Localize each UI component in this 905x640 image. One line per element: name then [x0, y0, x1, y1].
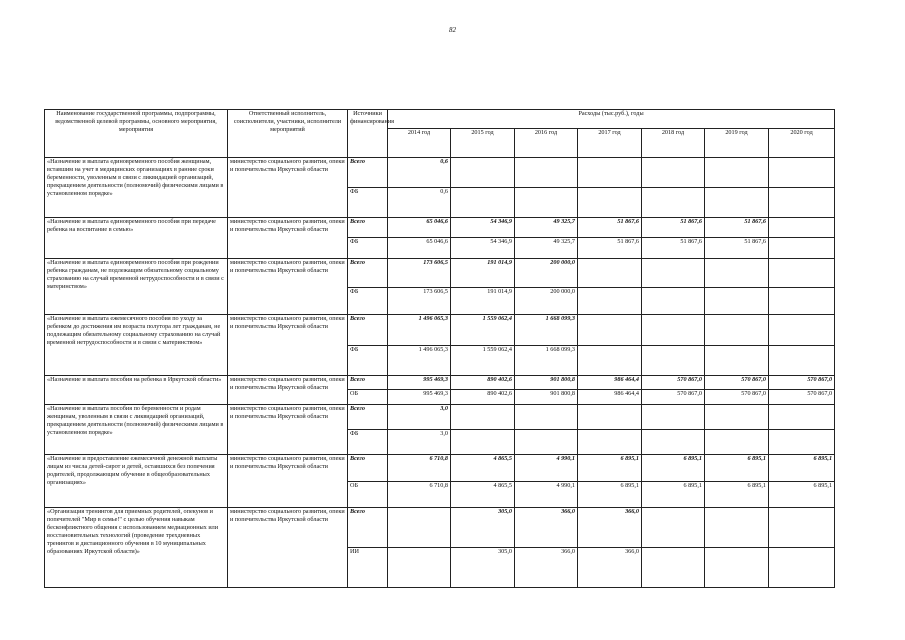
- amount-cell: 901 800,8: [515, 376, 578, 390]
- activity-name: «Назначение и выплата пособия на ребенка в Иркутской области»: [45, 376, 228, 405]
- funding-source: ФБ: [348, 188, 388, 218]
- amount-cell: 570 867,0: [705, 376, 769, 390]
- header-year: 2014 год: [388, 129, 451, 158]
- budget-table: [44, 109, 835, 588]
- funding-source: ОБ: [348, 390, 388, 405]
- amount-cell: [515, 430, 578, 455]
- amount-cell: 366,0: [515, 548, 578, 588]
- funding-source: Всего: [348, 376, 388, 390]
- amount-cell: [578, 405, 642, 430]
- table-row: [45, 218, 835, 238]
- table-row: [45, 259, 835, 288]
- funding-source: Всего: [348, 218, 388, 238]
- amount-cell: [578, 158, 642, 188]
- amount-cell: 890 402,6: [451, 390, 515, 405]
- amount-cell: 4 990,1: [515, 455, 578, 482]
- amount-cell: 6 895,1: [769, 455, 835, 482]
- amount-cell: 1 559 062,4: [451, 315, 515, 346]
- amount-cell: [769, 346, 835, 376]
- amount-cell: [769, 315, 835, 346]
- amount-cell: 6 895,1: [578, 455, 642, 482]
- amount-cell: [769, 548, 835, 588]
- activity-name: «Назначение и предоставление ежемесячной денежной выплаты лицам из числа детей-сирот и детей, оставшихся без попечения родителей, продолжающим обучение в общеобразовательных организациях»: [45, 455, 228, 508]
- amount-cell: [515, 158, 578, 188]
- amount-cell: [642, 430, 705, 455]
- amount-cell: 0,6: [388, 188, 451, 218]
- amount-cell: 54 346,9: [451, 218, 515, 238]
- table-row: [45, 315, 835, 346]
- amount-cell: 1 668 099,3: [515, 315, 578, 346]
- header-source: Источники финансирования: [348, 110, 388, 158]
- amount-cell: [769, 405, 835, 430]
- activity-name: «Организация тренингов для приемных родителей, опекунов и попечителей "Мир в семье!" с целью обучения навыкам бесконфликтного общения с использованием медиационных или восстановительных технологий (проведение трехдневных тренингов и дистанционного обучения в 10 муниципальных образованиях Иркутской области)»: [45, 508, 228, 588]
- amount-cell: [642, 188, 705, 218]
- amount-cell: 570 867,0: [769, 390, 835, 405]
- amount-cell: 6 710,8: [388, 482, 451, 508]
- amount-cell: [642, 315, 705, 346]
- amount-cell: 995 469,3: [388, 390, 451, 405]
- amount-cell: 6 895,1: [705, 455, 769, 482]
- funding-source: Всего: [348, 455, 388, 482]
- amount-cell: 570 867,0: [705, 390, 769, 405]
- amount-cell: [769, 188, 835, 218]
- amount-cell: 4 865,5: [451, 482, 515, 508]
- amount-cell: 0,6: [388, 158, 451, 188]
- page-number: 82: [449, 26, 456, 34]
- amount-cell: [515, 405, 578, 430]
- amount-cell: [578, 259, 642, 288]
- amount-cell: [705, 548, 769, 588]
- table-row: [45, 158, 835, 188]
- amount-cell: 51 867,6: [705, 238, 769, 259]
- amount-cell: [769, 158, 835, 188]
- header-year: 2015 год: [451, 129, 515, 158]
- amount-cell: 173 606,5: [388, 259, 451, 288]
- amount-cell: [705, 158, 769, 188]
- funding-source: ФБ: [348, 430, 388, 455]
- amount-cell: 200 000,0: [515, 259, 578, 288]
- table-row: [45, 508, 835, 548]
- amount-cell: [642, 346, 705, 376]
- amount-cell: 191 014,9: [451, 259, 515, 288]
- amount-cell: 4 990,1: [515, 482, 578, 508]
- amount-cell: 6 895,1: [642, 455, 705, 482]
- amount-cell: 366,0: [578, 508, 642, 548]
- amount-cell: 4 865,5: [451, 455, 515, 482]
- amount-cell: 3,0: [388, 430, 451, 455]
- amount-cell: 65 046,6: [388, 218, 451, 238]
- header-year: 2018 год: [642, 129, 705, 158]
- amount-cell: 6 710,8: [388, 455, 451, 482]
- amount-cell: [705, 508, 769, 548]
- amount-cell: [769, 288, 835, 315]
- amount-cell: [642, 288, 705, 315]
- amount-cell: 1 496 065,3: [388, 346, 451, 376]
- table-header: [45, 110, 835, 158]
- header-expenses: Расходы (тыс.руб.), годы: [388, 110, 835, 129]
- executor-cell: министерство социального развития, опеки и попечительства Иркутской области: [228, 508, 348, 588]
- amount-cell: 901 800,8: [515, 390, 578, 405]
- activity-name: «Назначение и выплата единовременного пособия при передаче ребенка на воспитание в семью»: [45, 218, 228, 259]
- amount-cell: 6 895,1: [578, 482, 642, 508]
- header-year: 2016 год: [515, 129, 578, 158]
- executor-cell: министерство социального развития, опеки и попечительства Иркутской области: [228, 315, 348, 376]
- header-year: 2019 год: [705, 129, 769, 158]
- header-year: 2020 год: [769, 129, 835, 158]
- amount-cell: [578, 430, 642, 455]
- amount-cell: [705, 315, 769, 346]
- funding-source: Всего: [348, 259, 388, 288]
- amount-cell: 570 867,0: [642, 390, 705, 405]
- amount-cell: [578, 315, 642, 346]
- activity-name: «Назначение и выплата единовременного пособия при рождении ребенка гражданам, не подлежащим обязательному социальному страхованию на случай временной нетрудоспособности и в связи с материнством»: [45, 259, 228, 315]
- amount-cell: [705, 188, 769, 218]
- amount-cell: [642, 508, 705, 548]
- funding-source: Всего: [348, 508, 388, 548]
- executor-cell: министерство социального развития, опеки и попечительства Иркутской области: [228, 218, 348, 259]
- amount-cell: 986 464,4: [578, 390, 642, 405]
- executor-cell: министерство социального развития, опеки и попечительства Иркутской области: [228, 259, 348, 315]
- funding-source: Всего: [348, 158, 388, 188]
- amount-cell: 1 559 062,4: [451, 346, 515, 376]
- funding-source: ФБ: [348, 346, 388, 376]
- amount-cell: [578, 346, 642, 376]
- table-body: [45, 158, 835, 588]
- amount-cell: [388, 508, 451, 548]
- header-name: Наименование государственной программы, подпрограммы, ведомственной целевой программы, основного мероприятия, мероприятия: [45, 110, 228, 158]
- amount-cell: 305,0: [451, 508, 515, 548]
- amount-cell: 51 867,6: [642, 238, 705, 259]
- amount-cell: [769, 238, 835, 259]
- funding-source: ФБ: [348, 288, 388, 315]
- amount-cell: 191 014,9: [451, 288, 515, 315]
- amount-cell: 890 402,6: [451, 376, 515, 390]
- funding-source: ФБ: [348, 238, 388, 259]
- amount-cell: [705, 259, 769, 288]
- amount-cell: 570 867,0: [642, 376, 705, 390]
- amount-cell: 1 668 099,3: [515, 346, 578, 376]
- executor-cell: министерство социального развития, опеки и попечительства Иркутской области: [228, 405, 348, 455]
- amount-cell: [388, 548, 451, 588]
- amount-cell: 49 325,7: [515, 218, 578, 238]
- amount-cell: [705, 430, 769, 455]
- header-executor: Ответственный исполнитель, соисполнители, участники, исполнители мероприятий: [228, 110, 348, 158]
- amount-cell: [769, 508, 835, 548]
- amount-cell: 6 895,1: [769, 482, 835, 508]
- amount-cell: [578, 288, 642, 315]
- amount-cell: [769, 259, 835, 288]
- amount-cell: [705, 288, 769, 315]
- amount-cell: 51 867,6: [705, 218, 769, 238]
- amount-cell: [705, 346, 769, 376]
- executor-cell: министерство социального развития, опеки и попечительства Иркутской области: [228, 376, 348, 405]
- funding-source: ОБ: [348, 482, 388, 508]
- table-row: [45, 455, 835, 482]
- activity-name: «Назначение и выплата единовременного пособия женщинам, вставшим на учет в медицинских организациях в ранние сроки беременности, уволенным в связи с ликвидацией организаций, прекращением деятельности (полномочий) физическими лицами в установленном порядке»: [45, 158, 228, 218]
- amount-cell: [451, 188, 515, 218]
- amount-cell: 366,0: [515, 508, 578, 548]
- amount-cell: 6 895,1: [642, 482, 705, 508]
- amount-cell: 200 000,0: [515, 288, 578, 315]
- funding-source: ИИ: [348, 548, 388, 588]
- amount-cell: 986 464,4: [578, 376, 642, 390]
- executor-cell: министерство социального развития, опеки и попечительства Иркутской области: [228, 158, 348, 218]
- amount-cell: 65 046,6: [388, 238, 451, 259]
- amount-cell: 51 867,6: [578, 218, 642, 238]
- table-row: [45, 405, 835, 430]
- amount-cell: [705, 405, 769, 430]
- table-row: [45, 376, 835, 390]
- amount-cell: 51 867,6: [642, 218, 705, 238]
- amount-cell: [451, 158, 515, 188]
- funding-source: Всего: [348, 315, 388, 346]
- amount-cell: 3,0: [388, 405, 451, 430]
- amount-cell: [642, 548, 705, 588]
- amount-cell: 6 895,1: [705, 482, 769, 508]
- amount-cell: [769, 430, 835, 455]
- activity-name: «Назначение и выплата ежемесячного пособия по уходу за ребенком до достижения им возраста полутора лет гражданам, не подлежащим обязательному социальному страхованию на случай временной нетрудоспособности и в связи с материнством»: [45, 315, 228, 376]
- amount-cell: [642, 158, 705, 188]
- amount-cell: [515, 188, 578, 218]
- amount-cell: 173 606,5: [388, 288, 451, 315]
- amount-cell: 1 496 065,3: [388, 315, 451, 346]
- amount-cell: [642, 405, 705, 430]
- amount-cell: 54 346,9: [451, 238, 515, 259]
- amount-cell: [451, 430, 515, 455]
- amount-cell: [451, 405, 515, 430]
- header-year: 2017 год: [578, 129, 642, 158]
- amount-cell: [578, 188, 642, 218]
- executor-cell: министерство социального развития, опеки и попечительства Иркутской области: [228, 455, 348, 508]
- amount-cell: 49 325,7: [515, 238, 578, 259]
- amount-cell: 305,0: [451, 548, 515, 588]
- activity-name: «Назначение и выплата пособия по беременности и родам женщинам, уволенным в связи с ликвидацией организаций, прекращением деятельности (полномочий) физическими лицами в установленном порядке»: [45, 405, 228, 455]
- amount-cell: 995 469,3: [388, 376, 451, 390]
- amount-cell: [642, 259, 705, 288]
- amount-cell: 570 867,0: [769, 376, 835, 390]
- amount-cell: [769, 218, 835, 238]
- amount-cell: 366,0: [578, 548, 642, 588]
- amount-cell: 51 867,6: [578, 238, 642, 259]
- funding-source: Всего: [348, 405, 388, 430]
